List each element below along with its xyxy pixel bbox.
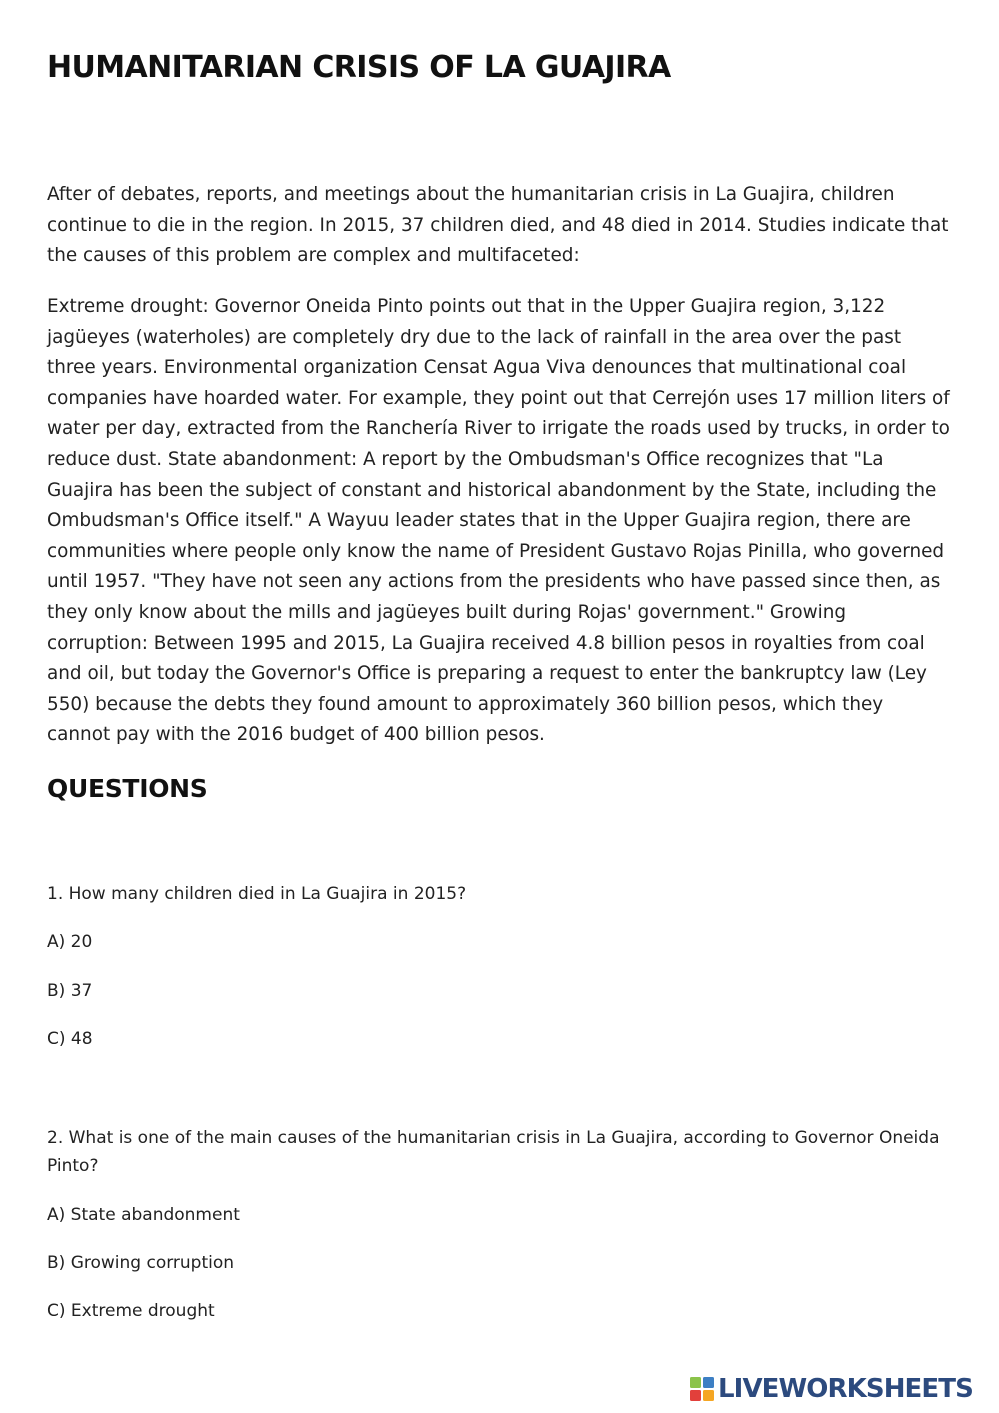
question-2-text: 2. What is one of the main causes of the humanitarian crisis in La Guajira, according to Governor Oneida Pinto? [47,1128,940,1176]
footer-logo [690,1373,973,1405]
question-2-option-a: A) State abandonment [47,1205,240,1225]
question-1-option-b: B) 37 [47,981,93,1001]
questions-heading: QUESTIONS [47,774,208,803]
question-1-option-c: C) 48 [47,1029,93,1049]
intro-paragraph: After of debates, reports, and meetings about the humanitarian crisis in La Guajira, children continue to die in the region. In 2015, 37 children died, and 48 died in 2014. Studies indicate that the causes of this problem are complex and multifaceted: [47,184,949,267]
question-1-text: 1. How many children died in La Guajira in 2015? [47,884,467,904]
page-title: HUMANITARIAN CRISIS OF LA GUAJIRA [47,50,671,85]
logo-text: LIVEWORKSHEETS [718,1374,973,1404]
question-1-option-a: A) 20 [47,932,93,952]
detail-paragraph: Extreme drought: Governor Oneida Pinto points out that in the Upper Guajira region, 3,122 jagüeyes (waterholes) are completely dry due to the lack of rainfall in the area over the past three years. Environmental organization Censat Agua Viva denounces that multinational coal companies have hoarded water. For example, they point out that Cerrejón uses 17 million liters of water per day, extracted from the Ranchería River to irrigate the roads used by trucks, in order to reduce dust. State abandonment: A report by the Ombudsman's Office recognizes that "La Guajira has been the subject of constant and historical abandonment by the State, including the Ombudsman's Office itself." A Wayuu leader states that in the Upper Guajira region, there are communities where people only know the name of President Gustavo Rojas Pinilla, who governed until 1957. "They have not seen any actions from the presidents who have passed since then, as they only know about the mills and jagüeyes built during Rojas' government." Growing corruption: Between 1995 and 2015, La Guajira received 4.8 billion pesos in royalties from coal and oil, but today the Governor's Office is preparing a request to enter the bankruptcy law (Ley 550) because the debts they found amount to approximately 360 billion pesos, which they cannot pay with the 2016 budget of 400 billion pesos. [47,296,950,746]
liveworksheets-logo-icon [690,1377,714,1401]
question-2-option-b: B) Growing corruption [47,1253,235,1273]
question-2-option-c: C) Extreme drought [47,1301,215,1321]
